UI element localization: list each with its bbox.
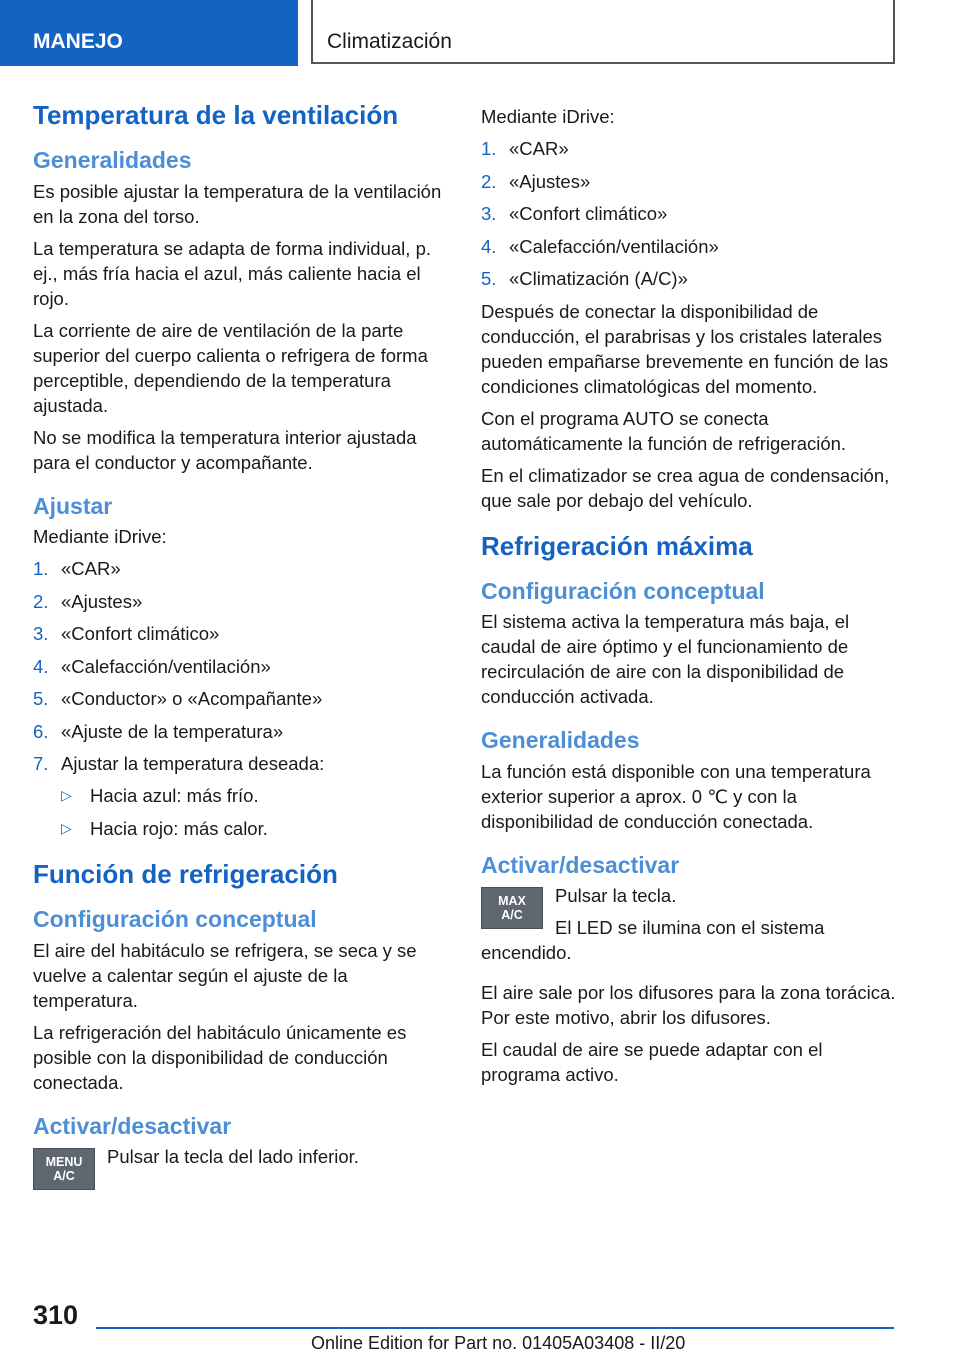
subheading-general: Generalidades xyxy=(481,727,640,754)
list-item xyxy=(481,136,899,161)
footer-divider xyxy=(96,1327,894,1329)
list-item xyxy=(61,783,451,808)
step-text: «Calefacción/ventilación» xyxy=(509,235,719,257)
step-number: 6. xyxy=(33,720,49,742)
triangle-bullet-icon: ▷ xyxy=(61,819,72,836)
step-number: 3. xyxy=(33,623,49,645)
paragraph: Es posible ajustar la temperatura de la ventilación en la zona del torso. xyxy=(33,180,442,227)
step-number: 1. xyxy=(33,558,49,580)
step-number: 4. xyxy=(481,235,497,257)
paragraph: Pulsar la tecla del lado inferior. xyxy=(107,1146,359,1168)
substep-text: Hacia rojo: más calor. xyxy=(90,817,268,839)
section-title-ventilation-temperature: Temperatura de la ventilación xyxy=(33,100,399,130)
list-item xyxy=(33,654,451,679)
list-item xyxy=(33,751,451,841)
step-number: 2. xyxy=(33,590,49,612)
substeps-list xyxy=(61,783,451,841)
subheading-toggle: Activar/desactivar xyxy=(481,851,680,878)
paragraph: En el climatizador se crea agua de condensación, que sale por debajo del vehículo. xyxy=(481,464,890,511)
list-item xyxy=(481,201,899,226)
step-text: «Confort climático» xyxy=(61,623,220,645)
list-item xyxy=(33,556,451,581)
adjust-steps-list xyxy=(33,556,451,841)
section-title-cooling-function: Función de refrigeración xyxy=(33,858,338,889)
paragraph: No se modifica la temperatura interior ajustada para el conductor y acompañante. xyxy=(33,426,417,473)
key-label: A/C xyxy=(53,1169,75,1184)
step-number: 5. xyxy=(33,688,49,710)
max-ac-key-icon xyxy=(481,887,543,929)
step-text: «Climatización (A/C)» xyxy=(509,268,688,289)
subheading-general: Generalidades xyxy=(33,147,192,174)
list-item xyxy=(33,719,451,744)
page-header xyxy=(0,0,960,66)
key-label: A/C xyxy=(501,908,523,923)
section-tab: MANEJO xyxy=(0,0,298,66)
step-number: 5. xyxy=(481,268,497,289)
list-item xyxy=(33,686,451,711)
subheading-concept: Configuración conceptual xyxy=(33,906,317,933)
step-text: «Ajuste de la temperatura» xyxy=(61,720,284,742)
list-item xyxy=(33,621,451,646)
list-item xyxy=(33,589,451,614)
step-text: «Ajustes» xyxy=(61,590,143,612)
paragraph: Con el programa AUTO se conecta automáticamente la función de refrigeración. xyxy=(481,407,847,454)
paragraph: La temperatura se adapta de forma individual, p. ej., más fría hacia el azul, más caliente hacia el rojo. xyxy=(33,237,431,309)
page-number: 310 xyxy=(33,1300,79,1330)
paragraph: Mediante iDrive: xyxy=(33,526,167,548)
paragraph: El caudal de aire se puede adaptar con el programa activo. xyxy=(481,1039,823,1086)
list-item xyxy=(481,234,899,259)
left-column xyxy=(33,100,451,1190)
step-text: Ajustar la temperatura deseada: xyxy=(61,753,325,775)
substep-text: Hacia azul: más frío. xyxy=(90,785,259,807)
paragraph: El aire sale por los difusores para la zona torácica. Por este motivo, abrir los difusores. xyxy=(481,982,896,1029)
triangle-bullet-icon: ▷ xyxy=(61,787,72,804)
step-text: «Conductor» o «Acompañante» xyxy=(61,688,323,710)
list-item xyxy=(61,816,451,841)
climate-steps-list xyxy=(481,136,899,291)
max-ac-instruction xyxy=(481,883,899,972)
section-title-max-cooling: Refrigeración máxima xyxy=(481,530,753,561)
paragraph: La corriente de aire de ventilación de la parte superior del cuerpo calienta o refrigera de forma perceptible, dependiendo de la temperatura ajustada. xyxy=(33,319,428,416)
step-number: 7. xyxy=(33,753,49,775)
paragraph: La refrigeración del habitáculo únicamente es posible con la disponibilidad de conducción conectada. xyxy=(33,1021,407,1093)
menu-ac-instruction xyxy=(33,1144,451,1190)
subheading-adjust: Ajustar xyxy=(33,492,113,519)
list-item xyxy=(481,169,899,194)
step-text: «CAR» xyxy=(61,558,121,580)
paragraph: El aire del habitáculo se refrigera, se seca y se vuelve a calentar según el ajuste de la temperatura. xyxy=(33,939,417,1011)
step-text: «CAR» xyxy=(509,138,569,159)
paragraph: Después de conectar la disponibilidad de conducción, el parabrisas y los cristales laterales pueden empañarse brevemente en función de las condiciones climatológicas del momento. xyxy=(481,300,889,397)
step-number: 4. xyxy=(33,655,49,677)
subheading-toggle: Activar/desactivar xyxy=(33,1112,232,1139)
step-number: 3. xyxy=(481,203,497,224)
key-label: MAX xyxy=(498,894,526,909)
step-number: 1. xyxy=(481,138,497,159)
step-number: 2. xyxy=(481,170,497,192)
key-label: MENU xyxy=(45,1155,83,1170)
right-column xyxy=(481,104,899,1094)
paragraph: La función está disponible con una temperatura exterior superior a aprox. 0 ℃ y con la disponibilidad de conducción conectada. xyxy=(481,760,871,832)
step-text: «Calefacción/ventilación» xyxy=(61,655,271,677)
subheading-concept: Configuración conceptual xyxy=(481,577,765,604)
paragraph: El sistema activa la temperatura más baja, el caudal de aire óptimo y el funcionamiento de recirculación de aire con la disponibilidad de conducción activada. xyxy=(481,611,850,708)
paragraph: Mediante iDrive: xyxy=(481,106,615,127)
list-item xyxy=(481,266,899,291)
step-text: «Ajustes» xyxy=(509,170,591,192)
chapter-tab: Climatización xyxy=(311,0,895,64)
paragraph: El LED se ilumina con el sistema encendido. xyxy=(481,917,825,964)
edition-footer: Online Edition for Part no. 01405A03408 - II/20 xyxy=(311,1333,686,1353)
menu-ac-key-icon xyxy=(33,1148,95,1190)
step-text: «Confort climático» xyxy=(509,203,668,224)
paragraph: Pulsar la tecla. xyxy=(555,885,677,907)
